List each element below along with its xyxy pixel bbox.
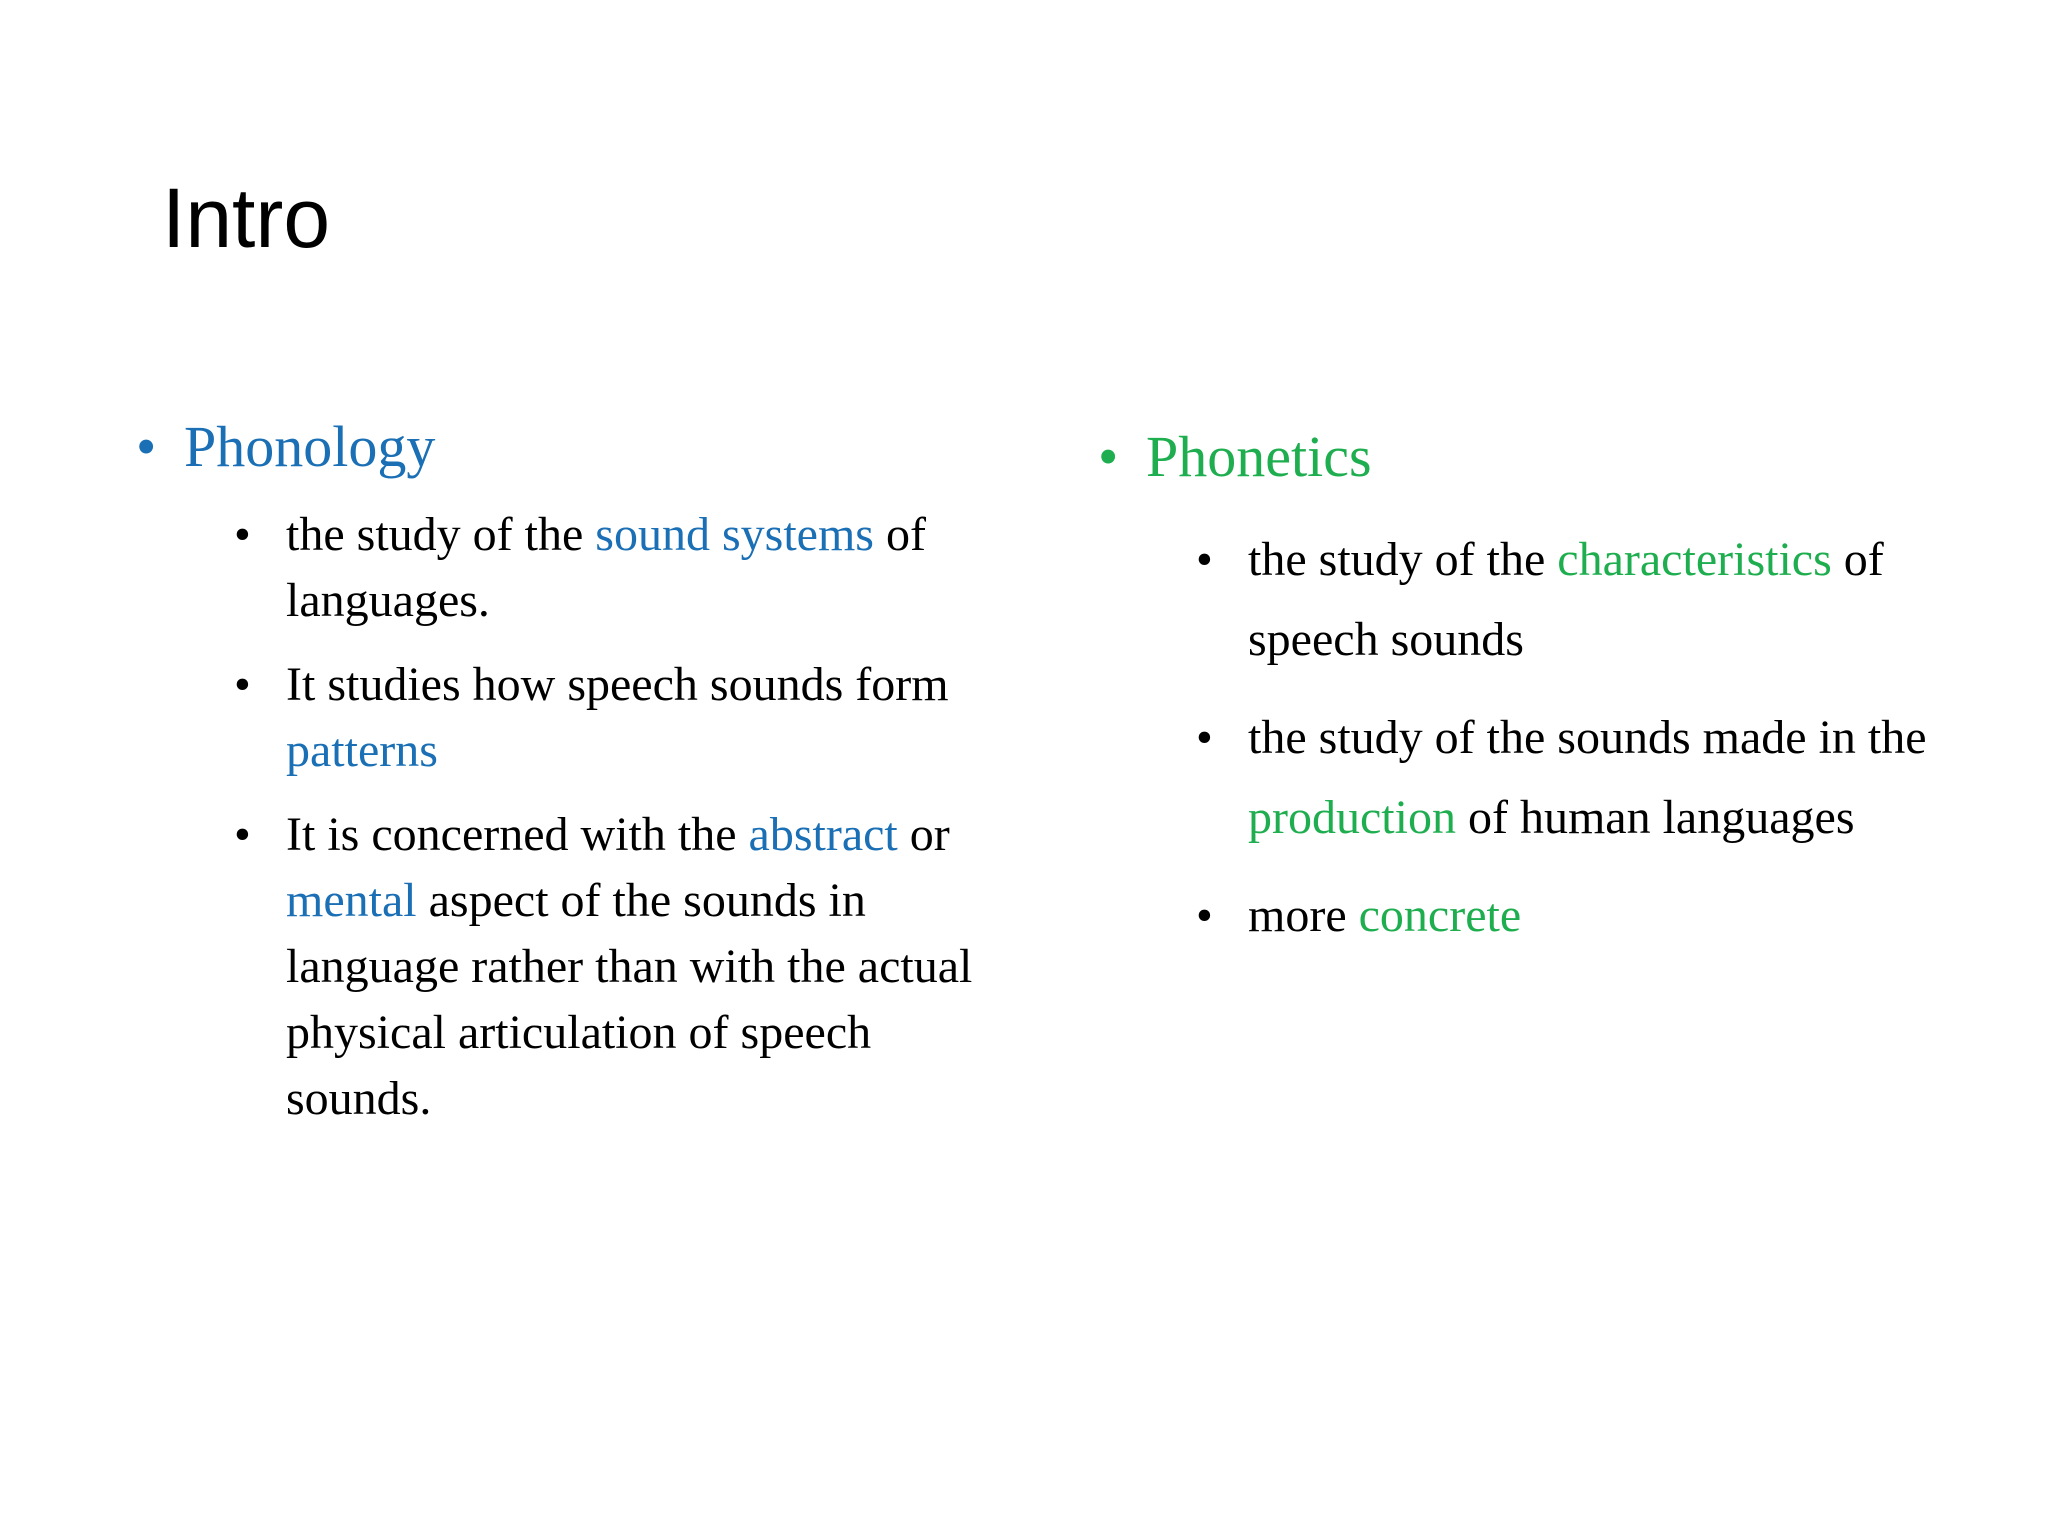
text-segment: It studies how speech sounds form — [286, 658, 949, 711]
text-segment: or — [897, 808, 950, 861]
phonetics-item-3 — [1090, 876, 1990, 956]
bullet-dot-icon: • — [1196, 889, 1213, 942]
phonology-item-1 — [128, 502, 988, 634]
phonetics-item-2 — [1090, 698, 1990, 858]
phonetics-column — [1090, 420, 1990, 974]
text-segment: the study of the — [1248, 533, 1558, 586]
slide-title: Intro — [162, 171, 331, 265]
highlight-segment: patterns — [286, 724, 438, 777]
text-segment: the study of the — [286, 508, 596, 561]
text-segment: of speech sounds — [1248, 533, 1884, 666]
text-segment: the study of the sounds made in the — [1248, 711, 1927, 764]
highlight-segment: concrete — [1358, 889, 1522, 942]
highlight-segment: sound systems — [595, 508, 874, 561]
highlight-segment: abstract — [748, 808, 898, 861]
bullet-dot-icon: • — [234, 658, 251, 711]
phonology-item-2 — [128, 652, 988, 784]
bullet-dot-icon: • — [1098, 424, 1119, 489]
highlight-segment: production — [1248, 791, 1456, 844]
bullet-dot-icon: • — [136, 414, 157, 479]
phonology-column — [128, 410, 988, 1150]
bullet-dot-icon: • — [234, 808, 251, 861]
phonology-list — [128, 502, 988, 1132]
bullet-dot-icon: • — [1196, 533, 1213, 586]
highlight-segment: characteristics — [1557, 533, 1832, 586]
phonetics-heading-text: Phonetics — [1146, 424, 1372, 489]
phonology-item-3 — [128, 802, 988, 1132]
phonetics-item-1 — [1090, 520, 1990, 680]
text-segment: aspect of the sounds in language rather than with the actual physical articulation of speech sounds. — [286, 874, 973, 1125]
text-segment: It is concerned with the — [286, 808, 749, 861]
phonetics-list — [1090, 520, 1990, 956]
bullet-dot-icon: • — [1196, 711, 1213, 764]
text-segment: of languages. — [286, 508, 926, 627]
bullet-dot-icon: • — [234, 508, 251, 561]
phonetics-heading — [1090, 420, 1990, 494]
text-segment: of human languages — [1455, 791, 1855, 844]
text-segment: more — [1248, 889, 1359, 942]
highlight-segment: mental — [286, 874, 417, 927]
phonology-heading-text: Phonology — [184, 414, 436, 479]
phonology-heading — [128, 410, 988, 484]
